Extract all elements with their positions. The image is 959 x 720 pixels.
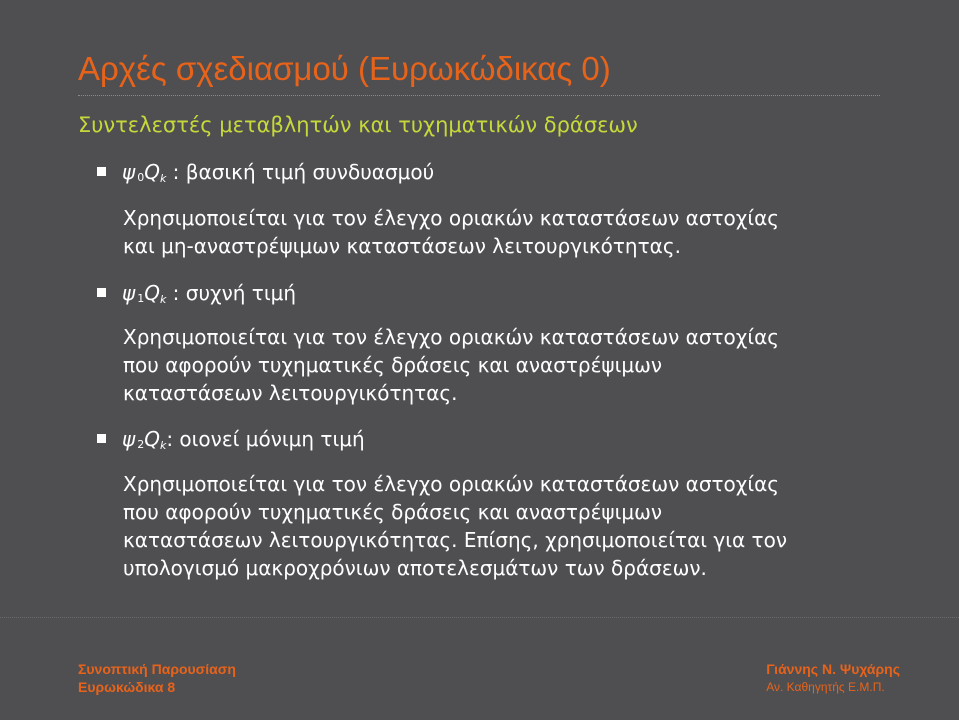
bullet-description-psi0: [123, 204, 779, 260]
square-bullet-icon: [97, 288, 106, 297]
author-role: Αν. Καθηγητής Ε.Μ.Π.: [766, 680, 885, 694]
description-line: και μη-αναστρέψιμων καταστάσεων λειτουργικότητας.: [123, 234, 681, 258]
bullet-heading-psi0: [97, 160, 434, 185]
psi-symbol: ψ: [122, 281, 136, 305]
slide-subtitle: Συντελεστές μεταβλητών και τυχηματικών δράσεων: [78, 113, 638, 137]
bullet-label: : οιονεί μόνιμη τιμή: [166, 427, 365, 451]
title-divider: [78, 95, 880, 96]
k-subscript: k: [159, 293, 167, 306]
description-line: Χρησιμοποιείται για τον έλεγχο οριακών καταστάσεων αστοχίας: [123, 206, 780, 230]
description-line: καταστάσεων λειτουργικότητας.: [123, 381, 458, 405]
q-symbol: Q: [144, 160, 160, 184]
bullet-label: : βασική τιμή συνδυασμού: [166, 160, 435, 184]
psi-index: 1: [137, 292, 145, 305]
psi-index: 2: [137, 438, 145, 451]
description-line: που αφορούν τυχηματικές δράσεις και αναστρέψιμων: [123, 353, 663, 377]
footer-presentation-title: [78, 660, 236, 696]
author-name: Γιάννης Ν. Ψυχάρης: [766, 661, 900, 677]
psi-index: 0: [137, 171, 145, 184]
square-bullet-icon: [97, 167, 106, 176]
description-line: υπολογισμό μακροχρόνιων αποτελεσμάτων των δράσεων.: [123, 556, 707, 580]
bullet-heading-psi1: [97, 281, 296, 306]
footer-left-line: Ευρωκώδικα 8: [78, 679, 176, 695]
footer-divider: [0, 617, 959, 618]
q-symbol: Q: [144, 427, 160, 451]
bullet-heading-psi2: [97, 427, 365, 452]
psi-symbol: ψ: [122, 160, 136, 184]
bullet-description-psi2: [123, 470, 787, 582]
bullet-description-psi1: [123, 323, 779, 407]
description-line: Χρησιμοποιείται για τον έλεγχο οριακών καταστάσεων αστοχίας: [123, 472, 780, 496]
k-subscript: k: [159, 439, 167, 452]
k-subscript: k: [159, 172, 167, 185]
q-symbol: Q: [144, 281, 160, 305]
bullet-label: : συχνή τιμή: [166, 281, 296, 305]
psi-symbol: ψ: [122, 427, 136, 451]
description-line: που αφορούν τυχηματικές δράσεις και αναστρέψιμων: [123, 500, 663, 524]
description-line: Χρησιμοποιείται για τον έλεγχο οριακών καταστάσεων αστοχίας: [123, 325, 780, 349]
footer-left-line: Συνοπτική Παρουσίαση: [78, 661, 236, 677]
slide-title: Αρχές σχεδιασμού (Ευρωκώδικας 0): [78, 50, 611, 87]
footer-author: [766, 660, 900, 696]
description-line: καταστάσεων λειτουργικότητας. Επίσης, χρησιμοποιείται για τον: [123, 528, 787, 552]
square-bullet-icon: [97, 434, 106, 443]
